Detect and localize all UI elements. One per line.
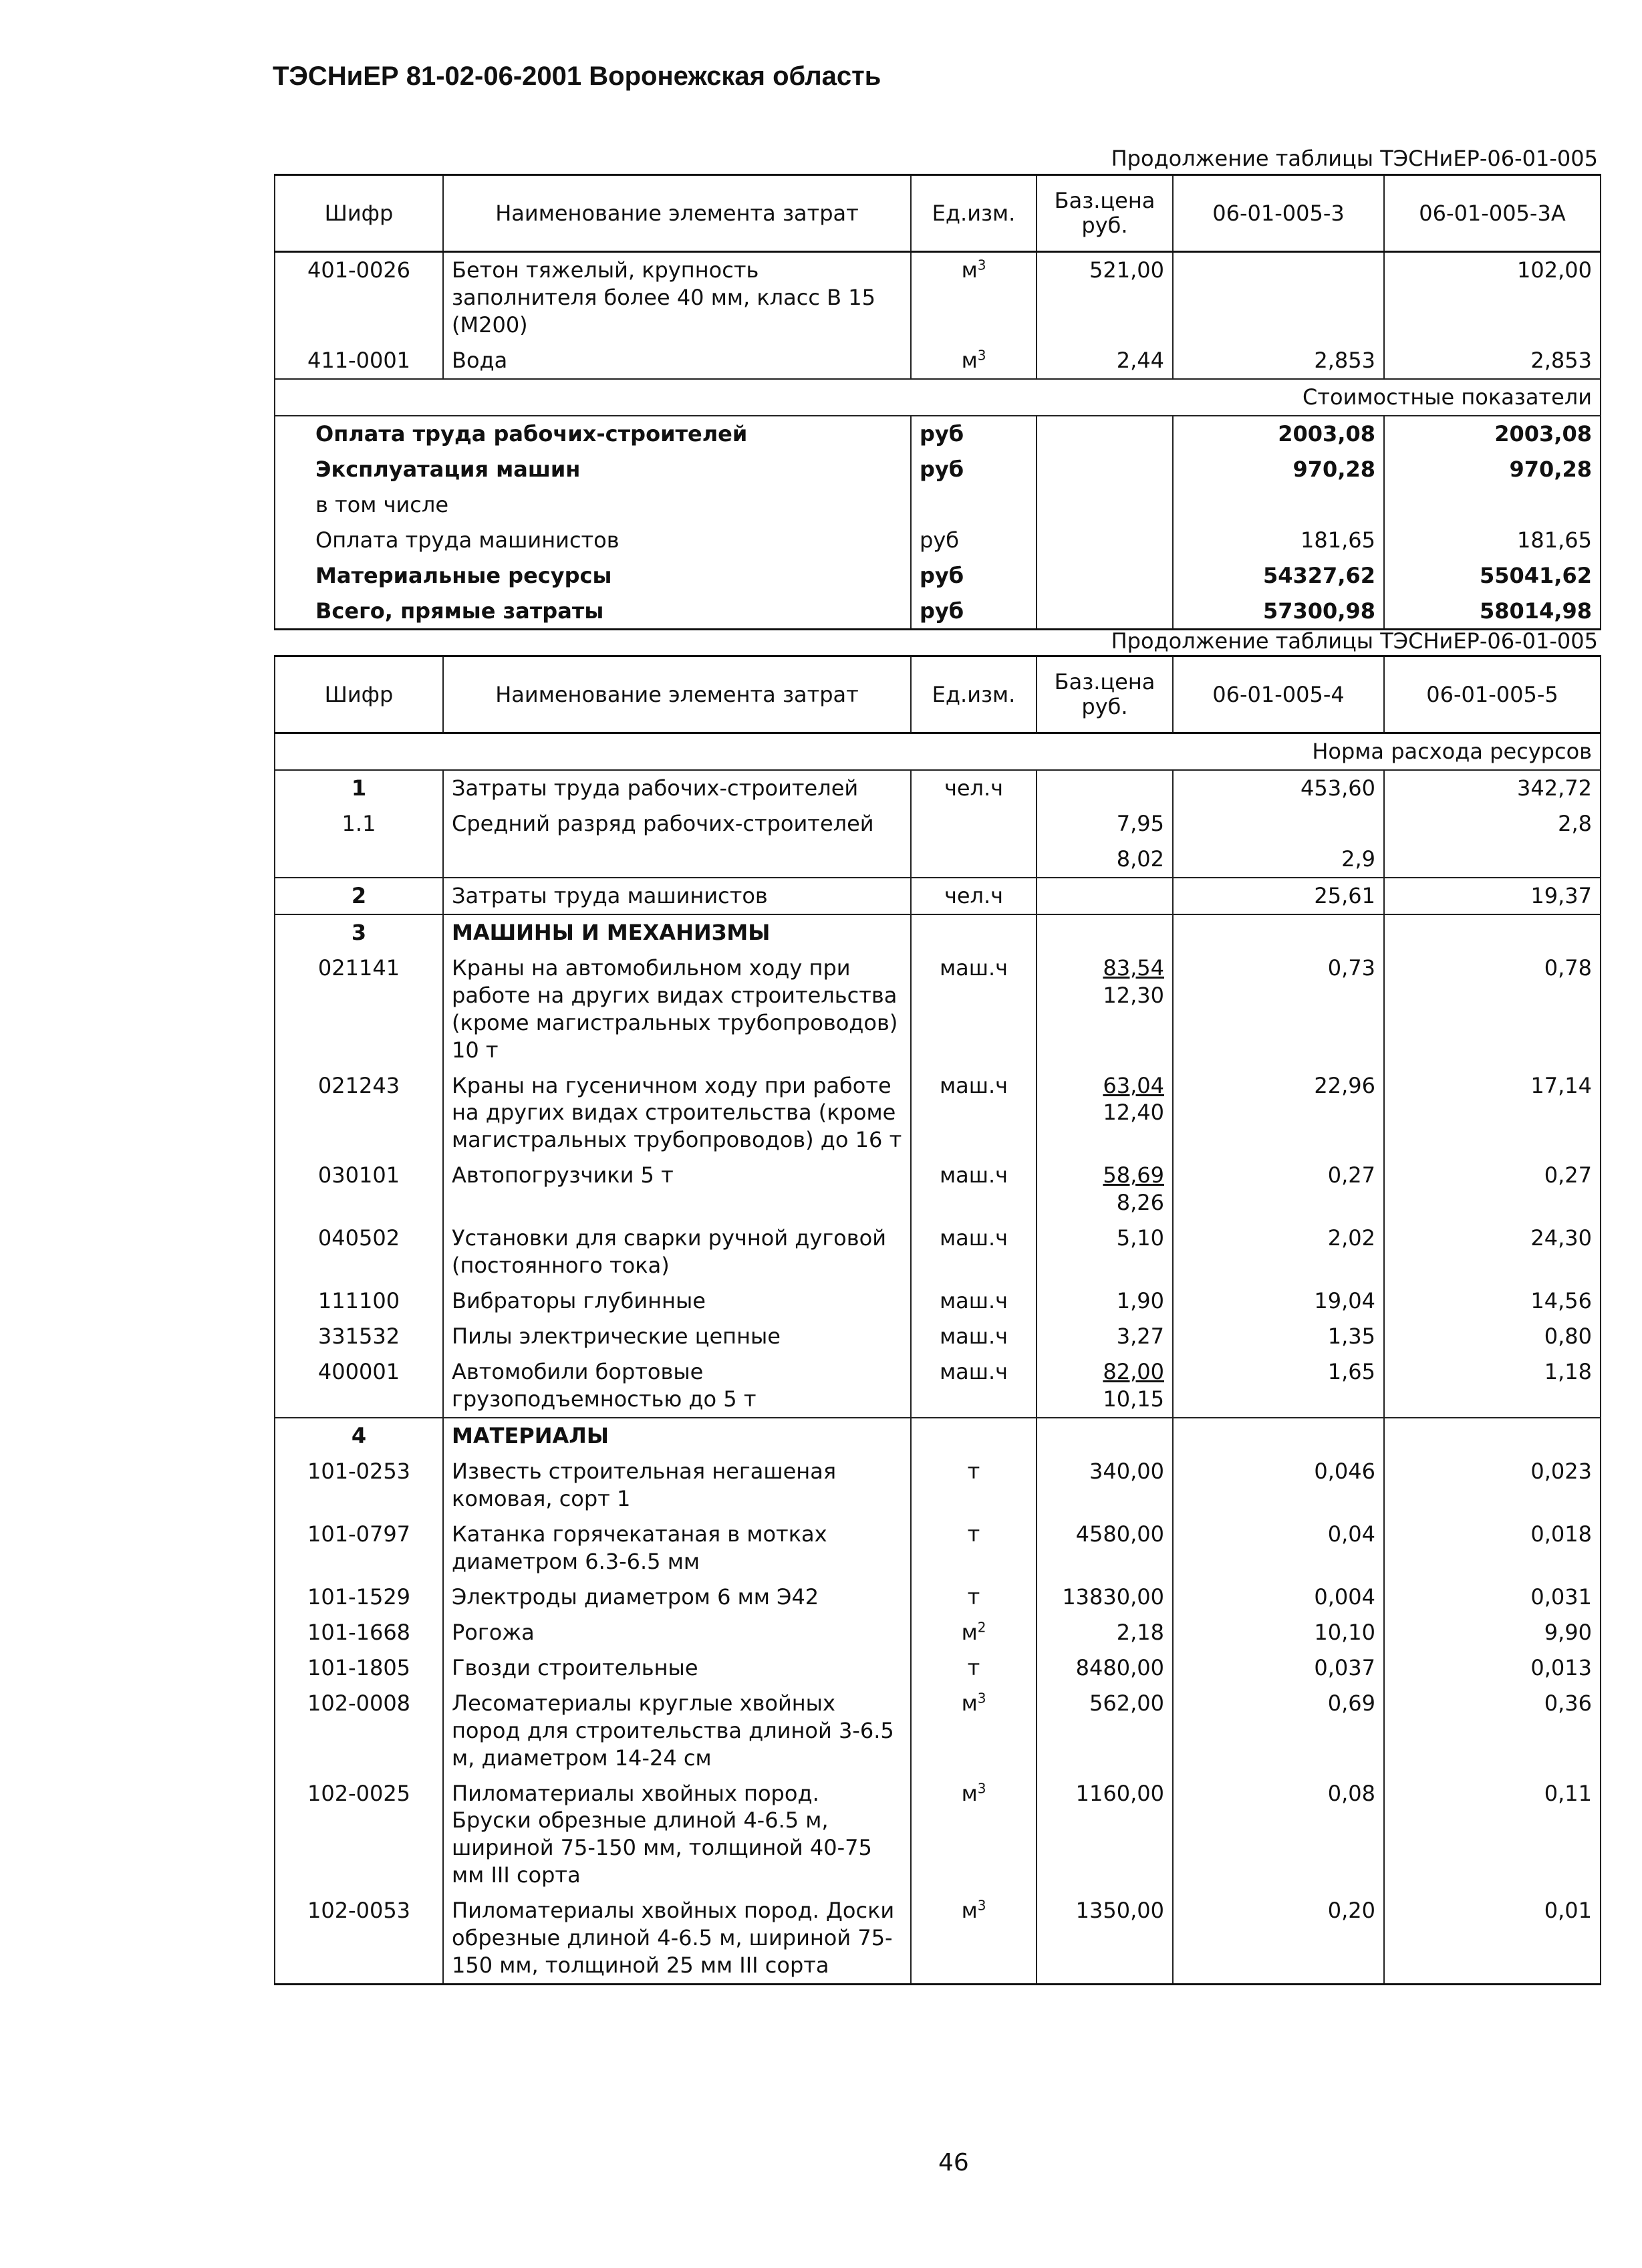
- group-header-row: [275, 914, 1601, 951]
- material-row: [275, 1893, 1601, 1984]
- row-value-a: 10,10: [1173, 1615, 1384, 1650]
- table-row: [275, 343, 1601, 379]
- header-price-line1: Баз.цена: [1054, 188, 1155, 214]
- cost-row-value-b: 58014,98: [1384, 594, 1601, 630]
- row-code: 1: [275, 770, 443, 806]
- unit-superscript: 3: [977, 347, 986, 364]
- labor-row: [275, 842, 1601, 878]
- row-unit: [911, 1686, 1037, 1776]
- machine-row: [275, 1319, 1601, 1354]
- row-price: 1350,00: [1037, 1893, 1173, 1984]
- unit-text: м: [961, 1898, 978, 1924]
- row-price: [1037, 1068, 1173, 1158]
- cost-row-empty: [1037, 452, 1173, 487]
- empty-cell: [1173, 914, 1384, 951]
- row-value-b: 9,90: [1384, 1615, 1601, 1650]
- row-value-b: 0,36: [1384, 1686, 1601, 1776]
- row-code: 401-0026: [275, 252, 443, 343]
- cost-row-value-b: [1384, 487, 1601, 523]
- material-row: [275, 1615, 1601, 1650]
- unit-text: м: [961, 257, 978, 283]
- empty-cell: [1037, 1418, 1173, 1454]
- cost-row-unit: руб: [911, 594, 1037, 630]
- row-price: [1037, 878, 1173, 914]
- price-value: 58,69: [1103, 1162, 1164, 1188]
- row-name: Пилы электрические цепные: [443, 1319, 911, 1354]
- row-name: Пиломатериалы хвойных пород. Бруски обрезные длиной 4-6.5 м, шириной 75-150 мм, толщиной 40-75 мм III сорта: [443, 1776, 911, 1894]
- row-code: 102-0025: [275, 1776, 443, 1894]
- labor-row: [275, 878, 1601, 914]
- row-unit: маш.ч: [911, 1221, 1037, 1283]
- row-unit: маш.ч: [911, 1283, 1037, 1319]
- row-value-b: 102,00: [1384, 252, 1601, 343]
- table2-body: [275, 770, 1601, 1985]
- group-code: 4: [275, 1418, 443, 1454]
- row-name: Катанка горячекатаная в мотках диаметром 6.3-6.5 мм: [443, 1517, 911, 1580]
- row-code: 411-0001: [275, 343, 443, 379]
- row-name: Вода: [443, 343, 911, 379]
- table1-continuation-label: Продолжение таблицы ТЭСНиЕР-06-01-005: [1111, 146, 1598, 171]
- row-value-a: 22,96: [1173, 1068, 1384, 1158]
- group-header-row: [275, 1418, 1601, 1454]
- row-name: Электроды диаметром 6 мм Э42: [443, 1580, 911, 1615]
- header-unit: Ед.изм.: [911, 656, 1037, 733]
- row-code: 101-0253: [275, 1454, 443, 1517]
- empty-cell: [1384, 1418, 1601, 1454]
- group-code: 3: [275, 914, 443, 951]
- unit-superscript: 3: [977, 257, 986, 273]
- row-value-a: 2,853: [1173, 343, 1384, 379]
- cost-row: [275, 452, 1601, 487]
- machine-row: [275, 951, 1601, 1068]
- row-value-a: 0,69: [1173, 1686, 1384, 1776]
- row-name: Автопогрузчики 5 т: [443, 1158, 911, 1221]
- section-label-cost: Стоимостные показатели: [275, 379, 1601, 416]
- material-row: [275, 1580, 1601, 1615]
- unit-text: т: [967, 1654, 980, 1680]
- unit-superscript: 3: [977, 1689, 986, 1706]
- price-machinist-value: 12,30: [1103, 982, 1164, 1008]
- price-machinist-value: 8,26: [1116, 1190, 1164, 1216]
- row-price: [1037, 1354, 1173, 1418]
- row-value-b: 0,013: [1384, 1650, 1601, 1686]
- unit-superscript: 3: [977, 1897, 986, 1914]
- header-code: Шифр: [275, 175, 443, 252]
- header-price-line2: руб.: [1081, 694, 1128, 719]
- unit-text: м: [961, 1690, 978, 1716]
- cost-row-name: Эксплуатация машин: [275, 452, 911, 487]
- cost-row-value-b: 970,28: [1384, 452, 1601, 487]
- material-row: [275, 1686, 1601, 1776]
- table-row: [275, 252, 1601, 343]
- cost-row-value-b: 181,65: [1384, 523, 1601, 558]
- price-value: 3,27: [1116, 1324, 1164, 1350]
- price-machinist-value: 12,40: [1103, 1100, 1164, 1126]
- material-row: [275, 1650, 1601, 1686]
- row-unit: [911, 1517, 1037, 1580]
- row-name: Краны на гусеничном ходу при работе на других видах строительства (кроме магистральных трубопроводов) до 16 т: [443, 1068, 911, 1158]
- row-unit: маш.ч: [911, 951, 1037, 1068]
- row-name: Бетон тяжелый, крупность заполнителя более 40 мм, класс В 15 (М200): [443, 252, 911, 343]
- cost-row-value-a: 181,65: [1173, 523, 1384, 558]
- empty-cell: [911, 1418, 1037, 1454]
- row-price: 8,02: [1037, 842, 1173, 878]
- empty-cell: [1037, 914, 1173, 951]
- row-value-b: 0,27: [1384, 1158, 1601, 1221]
- cost-row-empty: [1037, 523, 1173, 558]
- cost-row-unit: [911, 487, 1037, 523]
- row-value-b: 0,11: [1384, 1776, 1601, 1894]
- row-value-a: 0,037: [1173, 1650, 1384, 1686]
- row-unit: [911, 1454, 1037, 1517]
- row-code: 101-1529: [275, 1580, 443, 1615]
- row-value-b: 0,023: [1384, 1454, 1601, 1517]
- row-name: Краны на автомобильном ходу при работе на других видах строительства (кроме магистральных трубопроводов) 10 т: [443, 951, 911, 1068]
- header-code: Шифр: [275, 656, 443, 733]
- header-price: [1037, 656, 1173, 733]
- cost-row: [275, 594, 1601, 630]
- row-price: 2,18: [1037, 1615, 1173, 1650]
- row-name: Автомобили бортовые грузоподъемностью до 5 т: [443, 1354, 911, 1418]
- row-value-b: 14,56: [1384, 1283, 1601, 1319]
- cost-row: [275, 558, 1601, 594]
- cost-row-empty: [1037, 594, 1173, 630]
- row-value-b: 24,30: [1384, 1221, 1601, 1283]
- row-price: [1037, 951, 1173, 1068]
- row-value-b: 0,78: [1384, 951, 1601, 1068]
- cost-row-unit: руб: [911, 523, 1037, 558]
- page-number: 46: [938, 2149, 969, 2176]
- row-price: 340,00: [1037, 1454, 1173, 1517]
- header-unit: Ед.изм.: [911, 175, 1037, 252]
- empty-cell: [1384, 914, 1601, 951]
- header-price: [1037, 175, 1173, 252]
- cost-row-name: Материальные ресурсы: [275, 558, 911, 594]
- labor-row: [275, 770, 1601, 806]
- cost-row-unit: руб: [911, 558, 1037, 594]
- cost-row-value-a: 54327,62: [1173, 558, 1384, 594]
- row-code: 2: [275, 878, 443, 914]
- row-code: [275, 842, 443, 878]
- row-unit: чел.ч: [911, 770, 1037, 806]
- unit-text: м: [961, 347, 978, 373]
- material-row: [275, 1454, 1601, 1517]
- row-price: 521,00: [1037, 252, 1173, 343]
- cost-row-value-a: [1173, 487, 1384, 523]
- price-value: 1,90: [1116, 1288, 1164, 1314]
- unit-superscript: 3: [977, 1779, 986, 1796]
- row-name: Пиломатериалы хвойных пород. Доски обрезные длиной 4-6.5 м, шириной 75-150 мм, толщиной 25 мм III сорта: [443, 1893, 911, 1984]
- group-title: МАШИНЫ И МЕХАНИЗМЫ: [443, 914, 911, 951]
- cost-row-value-a: 970,28: [1173, 452, 1384, 487]
- cost-row-name: Всего, прямые затраты: [275, 594, 911, 630]
- cost-row: [275, 523, 1601, 558]
- row-code: 331532: [275, 1319, 443, 1354]
- row-value-a: 0,004: [1173, 1580, 1384, 1615]
- cost-row-value-a: 2003,08: [1173, 416, 1384, 452]
- row-price: [1037, 1283, 1173, 1319]
- row-unit: [911, 1580, 1037, 1615]
- price-value: 63,04: [1103, 1072, 1164, 1098]
- section-label-row: [275, 733, 1601, 770]
- row-unit: маш.ч: [911, 1158, 1037, 1221]
- machine-row: [275, 1158, 1601, 1221]
- price-value: 5,10: [1116, 1225, 1164, 1251]
- row-value-b: 0,018: [1384, 1517, 1601, 1580]
- row-price: 8480,00: [1037, 1650, 1173, 1686]
- table2-header-row: [275, 656, 1601, 733]
- row-value-a: 0,04: [1173, 1517, 1384, 1580]
- row-code: 102-0053: [275, 1893, 443, 1984]
- row-name: [443, 842, 911, 878]
- header-name: Наименование элемента затрат: [443, 656, 911, 733]
- cost-row-unit: руб: [911, 452, 1037, 487]
- cost-row: [275, 487, 1601, 523]
- header-col-b: 06-01-005-5: [1384, 656, 1601, 733]
- unit-text: т: [967, 1521, 980, 1547]
- row-price: 13830,00: [1037, 1580, 1173, 1615]
- row-code: 030101: [275, 1158, 443, 1221]
- resource-table-1: [274, 174, 1601, 630]
- row-code: 111100: [275, 1283, 443, 1319]
- header-col-b: 06-01-005-3А: [1384, 175, 1601, 252]
- row-unit: [911, 1776, 1037, 1894]
- row-unit: [911, 1615, 1037, 1650]
- cost-row-value-a: 57300,98: [1173, 594, 1384, 630]
- row-price: [1037, 1319, 1173, 1354]
- row-value-b: 1,18: [1384, 1354, 1601, 1418]
- row-value-b: 342,72: [1384, 770, 1601, 806]
- material-row: [275, 1517, 1601, 1580]
- cost-row-value-b: 55041,62: [1384, 558, 1601, 594]
- row-value-a: 1,65: [1173, 1354, 1384, 1418]
- document-title: ТЭСНиЕР 81-02-06-2001 Воронежская область: [273, 61, 881, 91]
- row-value-a: 1,35: [1173, 1319, 1384, 1354]
- row-code: 101-0797: [275, 1517, 443, 1580]
- row-name: Вибраторы глубинные: [443, 1283, 911, 1319]
- cost-row-name: Оплата труда рабочих-строителей: [275, 416, 911, 452]
- row-value-b: 19,37: [1384, 878, 1601, 914]
- header-col-a: 06-01-005-4: [1173, 656, 1384, 733]
- row-value-a: 2,9: [1173, 842, 1384, 878]
- machine-row: [275, 1068, 1601, 1158]
- row-name: Рогожа: [443, 1615, 911, 1650]
- header-price-line1: Баз.цена: [1054, 669, 1155, 695]
- row-unit: [911, 806, 1037, 842]
- row-code: 021243: [275, 1068, 443, 1158]
- resource-table-2: [274, 655, 1601, 1985]
- header-name: Наименование элемента затрат: [443, 175, 911, 252]
- row-value-a: 19,04: [1173, 1283, 1384, 1319]
- row-name: Лесоматериалы круглые хвойных пород для строительства длиной 3-6.5 м, диаметром 14-24 см: [443, 1686, 911, 1776]
- row-value-b: [1384, 842, 1601, 878]
- section-label-row: [275, 379, 1601, 416]
- row-code: 400001: [275, 1354, 443, 1418]
- row-price: 1160,00: [1037, 1776, 1173, 1894]
- row-value-b: 2,853: [1384, 343, 1601, 379]
- row-unit: маш.ч: [911, 1354, 1037, 1418]
- row-unit: [911, 343, 1037, 379]
- row-name: Установки для сварки ручной дуговой (постоянного тока): [443, 1221, 911, 1283]
- cost-row-unit: руб: [911, 416, 1037, 452]
- row-value-a: 0,27: [1173, 1158, 1384, 1221]
- row-price: [1037, 770, 1173, 806]
- row-unit: чел.ч: [911, 878, 1037, 914]
- row-price: 4580,00: [1037, 1517, 1173, 1580]
- section-label-norms: Норма расхода ресурсов: [275, 733, 1601, 770]
- row-code: 101-1805: [275, 1650, 443, 1686]
- row-value-a: 0,08: [1173, 1776, 1384, 1894]
- row-value-a: 0,73: [1173, 951, 1384, 1068]
- row-value-a: 453,60: [1173, 770, 1384, 806]
- row-name: Гвозди строительные: [443, 1650, 911, 1686]
- row-price: [1037, 1158, 1173, 1221]
- unit-superscript: 2: [977, 1619, 986, 1636]
- machine-row: [275, 1283, 1601, 1319]
- row-price: 7,95: [1037, 806, 1173, 842]
- labor-row: [275, 806, 1601, 842]
- cost-row-name: в том числе: [275, 487, 911, 523]
- row-code: 1.1: [275, 806, 443, 842]
- price-value: 83,54: [1103, 955, 1164, 981]
- unit-text: м: [961, 1780, 978, 1806]
- row-value-b: 2,8: [1384, 806, 1601, 842]
- header-price-line2: руб.: [1081, 213, 1128, 238]
- row-unit: [911, 252, 1037, 343]
- row-name: Средний разряд рабочих-строителей: [443, 806, 911, 842]
- empty-cell: [1173, 1418, 1384, 1454]
- row-value-a: 0,046: [1173, 1454, 1384, 1517]
- empty-cell: [911, 914, 1037, 951]
- price-value: 82,00: [1103, 1359, 1164, 1385]
- row-value-a: [1173, 252, 1384, 343]
- cost-row-name: Оплата труда машинистов: [275, 523, 911, 558]
- row-value-a: 25,61: [1173, 878, 1384, 914]
- row-price: [1037, 1221, 1173, 1283]
- unit-text: м: [961, 1619, 978, 1645]
- cost-row: [275, 416, 1601, 452]
- row-unit: [911, 1650, 1037, 1686]
- table1-header-row: [275, 175, 1601, 252]
- price-machinist-value: 10,15: [1103, 1386, 1164, 1412]
- row-unit: [911, 842, 1037, 878]
- material-row: [275, 1776, 1601, 1894]
- row-code: 040502: [275, 1221, 443, 1283]
- row-value-a: 2,02: [1173, 1221, 1384, 1283]
- row-name: Известь строительная негашеная комовая, сорт 1: [443, 1454, 911, 1517]
- row-code: 101-1668: [275, 1615, 443, 1650]
- row-value-a: 0,20: [1173, 1893, 1384, 1984]
- row-value-b: 0,80: [1384, 1319, 1601, 1354]
- cost-row-empty: [1037, 416, 1173, 452]
- machine-row: [275, 1221, 1601, 1283]
- cost-row-empty: [1037, 558, 1173, 594]
- row-price: 2,44: [1037, 343, 1173, 379]
- cost-row-value-b: 2003,08: [1384, 416, 1601, 452]
- row-value-a: [1173, 806, 1384, 842]
- unit-text: т: [967, 1584, 980, 1610]
- cost-row-empty: [1037, 487, 1173, 523]
- table2-continuation-label: Продолжение таблицы ТЭСНиЕР-06-01-005: [1111, 628, 1598, 654]
- unit-text: т: [967, 1458, 980, 1484]
- row-value-b: 0,01: [1384, 1893, 1601, 1984]
- row-name: Затраты труда машинистов: [443, 878, 911, 914]
- row-price: 562,00: [1037, 1686, 1173, 1776]
- machine-row: [275, 1354, 1601, 1418]
- row-code: 102-0008: [275, 1686, 443, 1776]
- header-col-a: 06-01-005-3: [1173, 175, 1384, 252]
- row-unit: маш.ч: [911, 1319, 1037, 1354]
- group-title: МАТЕРИАЛЫ: [443, 1418, 911, 1454]
- row-code: 021141: [275, 951, 443, 1068]
- row-unit: [911, 1893, 1037, 1984]
- row-unit: маш.ч: [911, 1068, 1037, 1158]
- row-value-b: 0,031: [1384, 1580, 1601, 1615]
- row-value-b: 17,14: [1384, 1068, 1601, 1158]
- row-name: Затраты труда рабочих-строителей: [443, 770, 911, 806]
